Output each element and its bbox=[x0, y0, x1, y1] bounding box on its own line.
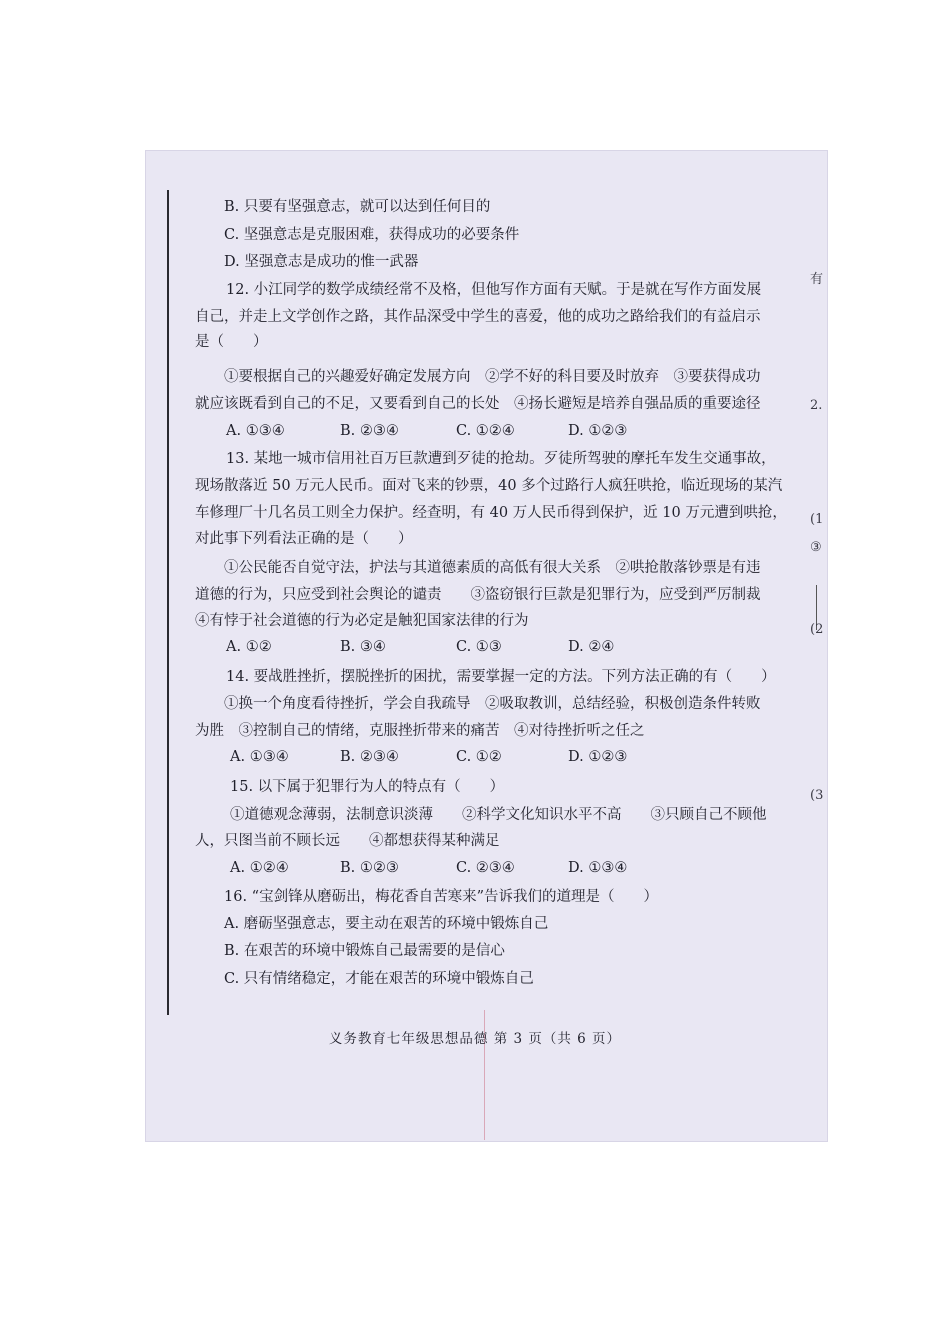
edge-mark: (3 bbox=[810, 788, 824, 803]
option-b: B. ③④ bbox=[340, 639, 386, 655]
text-line: 现场散落近 50 万元人民币。面对飞来的钞票，40 多个过路行人疯狂哄抢，临近现场的某汽 bbox=[195, 478, 783, 494]
text-line: C. 只有情绪稳定，才能在艰苦的环境中锻炼自己 bbox=[224, 971, 534, 987]
text-line: 就应该既看到自己的不足，又要看到自己的长处 ④扬长避短是培养自强品质的重要途径 bbox=[195, 396, 761, 412]
option-b: B. ②③④ bbox=[340, 749, 399, 765]
option-c: C. ①② bbox=[456, 749, 502, 765]
option-a: A. ①②④ bbox=[230, 860, 289, 876]
question-12-stem: 12. 小江同学的数学成绩经常不及格，但他写作方面有天赋。于是就在写作方面发展 bbox=[226, 282, 762, 298]
option-b: B. ①②③ bbox=[340, 860, 399, 876]
question-16-stem: 16. “宝剑锋从磨砺出，梅花香自苦寒来”告诉我们的道理是（ ） bbox=[224, 889, 658, 905]
option-d: D. ①③④ bbox=[568, 860, 628, 876]
text-line: 车修理厂十几名员工则全力保护。经查明，有 40 万人民币得到保护，近 10 万元遭到哄抢， bbox=[195, 505, 787, 521]
option-d: D. ①②③ bbox=[568, 423, 628, 439]
edge-mark: ③ bbox=[810, 540, 822, 555]
text-line: ④有悖于社会道德的行为必定是触犯国家法律的行为 bbox=[195, 613, 529, 629]
text-line: 自己，并走上文学创作之路，其作品深受中学生的喜爱，他的成功之路给我们的有益启示 bbox=[195, 309, 761, 325]
text-line: B. 在艰苦的环境中锻炼自己最需要的是信心 bbox=[224, 943, 505, 959]
edge-mark: (2 bbox=[810, 622, 824, 637]
option-c: C. ①③ bbox=[456, 639, 502, 655]
option-c: C. ①②④ bbox=[456, 423, 515, 439]
question-14-stem: 14. 要战胜挫折，摆脱挫折的困扰，需要掌握一定的方法。下列方法正确的有（ ） bbox=[226, 669, 776, 685]
option-a: A. ①③④ bbox=[226, 423, 285, 439]
question-13-stem: 13. 某地一城市信用社百万巨款遭到歹徒的抢劫。歹徒所驾驶的摩托车发生交通事故， bbox=[226, 451, 776, 467]
text-line: ①要根据自己的兴趣爱好确定发展方向 ②学不好的科目要及时放弃 ③要获得成功 bbox=[224, 369, 761, 385]
text-line: C. 坚强意志是克服困难，获得成功的必要条件 bbox=[224, 227, 520, 243]
option-c: C. ②③④ bbox=[456, 860, 515, 876]
option-b: B. ②③④ bbox=[340, 423, 399, 439]
edge-mark: 有 bbox=[810, 272, 824, 287]
option-a: A. ①② bbox=[226, 639, 272, 655]
text-line: 是（ ） bbox=[195, 334, 268, 350]
text-line: 道德的行为，只应受到社会舆论的谴责 ③盗窃银行巨款是犯罪行为，应受到严厉制裁 bbox=[195, 587, 761, 603]
option-a: A. ①③④ bbox=[230, 749, 289, 765]
option-d: D. ①②③ bbox=[568, 749, 628, 765]
margin-rule bbox=[167, 190, 169, 1015]
text-line: 人，只图当前不顾长远 ④都想获得某种满足 bbox=[195, 833, 500, 849]
option-d: D. ②④ bbox=[568, 639, 615, 655]
text-line: ①公民能否自觉守法，护法与其道德素质的高低有很大关系 ②哄抢散落钞票是有违 bbox=[224, 560, 761, 576]
text-line: 为胜 ③控制自己的情绪，克服挫折带来的痛苦 ④对待挫折听之任之 bbox=[195, 723, 645, 739]
text-line: 对此事下列看法正确的是（ ） bbox=[195, 531, 413, 547]
edge-mark: (1 bbox=[810, 512, 824, 527]
text-line: ①换一个角度看待挫折，学会自我疏导 ②吸取教训，总结经验，积极创造条件转败 bbox=[224, 696, 761, 712]
text-line: D. 坚强意志是成功的惟一武器 bbox=[224, 254, 419, 270]
text-line: ①道德观念薄弱，法制意识淡薄 ②科学文化知识水平不高 ③只顾自己不顾他 bbox=[230, 807, 767, 823]
text-line: A. 磨砺坚强意志，要主动在艰苦的环境中锻炼自己 bbox=[224, 916, 549, 932]
page-footer: 义务教育七年级思想品德 第 3 页（共 6 页） bbox=[328, 1031, 622, 1047]
text-line: B. 只要有坚强意志，就可以达到任何目的 bbox=[224, 199, 491, 215]
question-15-stem: 15. 以下属于犯罪行为人的特点有（ ） bbox=[230, 779, 505, 795]
edge-mark: 2. bbox=[810, 398, 823, 413]
